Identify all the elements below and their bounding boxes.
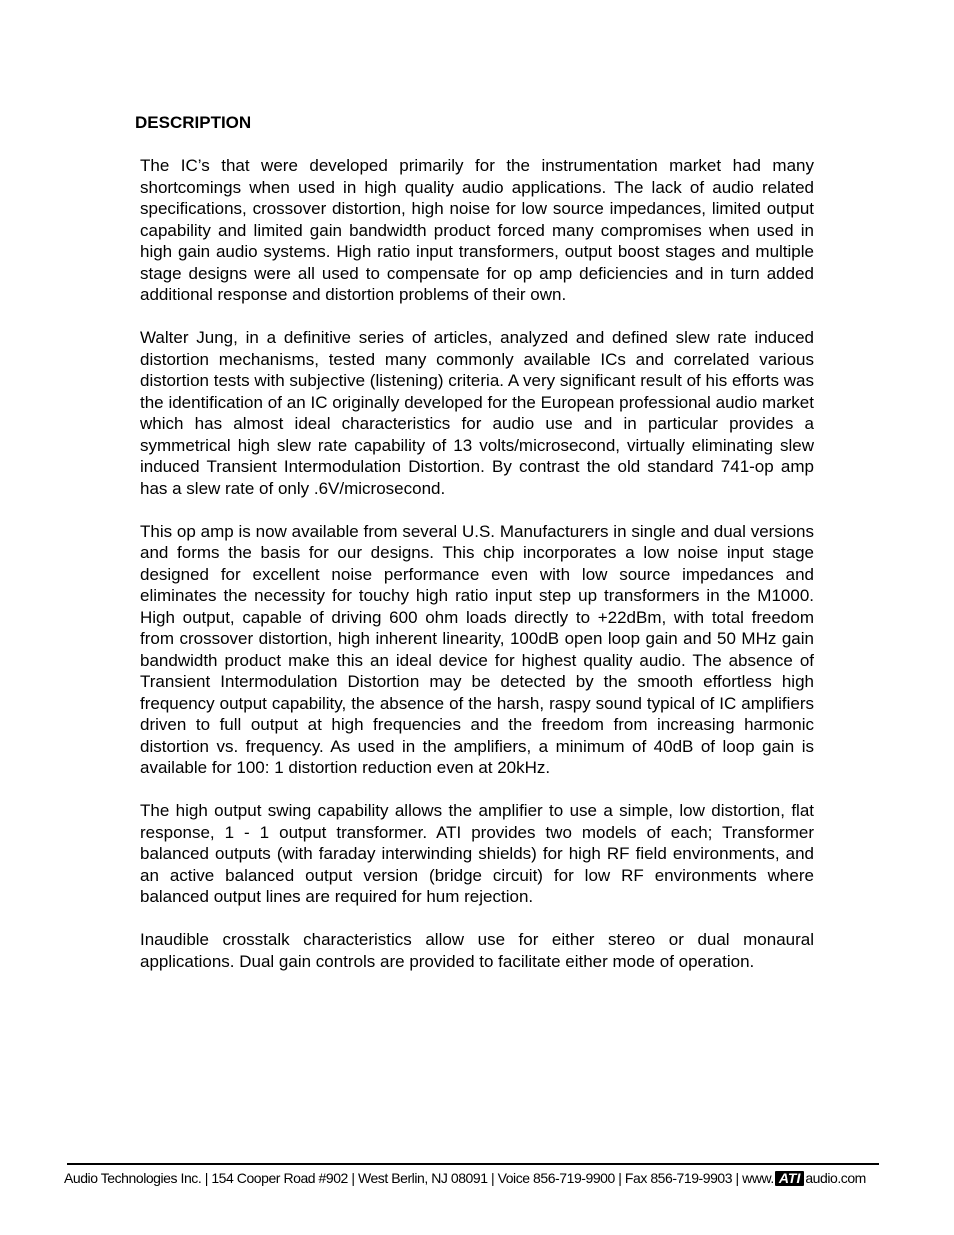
footer-address-text: Audio Technologies Inc. | 154 Cooper Road #902 | West Berlin, NJ 08091 | Voice 856-719-9900 | Fax 856-719-9903 | www. <box>64 1170 774 1186</box>
paragraph-walter-jung: Walter Jung, in a definitive series of articles, analyzed and defined slew rate induced distortion mechanisms, tested many commonly available ICs and correlated various distortion tests with subjective (listening) criteria. A very significant result of his efforts was the identification of an IC originally developed for the European professional audio market which has almost ideal characteristics for audio use and in particular provides a symmetrical high slew rate capability of 13 volts/microsecond, virtually eliminating slew induced Transient Intermodulation Distortion. By contrast the old standard 741-op amp has a slew rate of only .6V/microsecond. <box>140 328 814 498</box>
footer-divider <box>67 1163 879 1165</box>
paragraph-ic-shortcomings: The IC’s that were developed primarily for the instrumentation market had many shortcomings when used in high quality audio applications. The lack of audio related specifications, crossover distortion, high noise for low source impedances, limited output capability and limited gain bandwidth product forced many compromises when used in high gain audio systems. High ratio input transformers, output boost stages and multiple stage designs were all used to compensate for op amp deficiencies and in turn added additional response and distortion problems of their own. <box>140 156 814 304</box>
paragraph-op-amp-availability: This op amp is now available from several U.S. Manufacturers in single and dual versions and forms the basis for our designs. This chip incorporates a low noise input stage designed for excellent noise performance even with low source impedances and eliminates the necessity for touchy high ratio input step up transformers in the M1000. High output, capable of driving 600 ohm loads directly to +22dBm, with total freedom from crossover distortion, high inherent linearity, 100dB open loop gain and 50 MHz gain bandwidth product make this an ideal device for highest quality audio. The absence of Transient Intermodulation Distortion may be detected by the smooth effortless high frequency output capability, the absence of the harsh, raspy sound typical of IC amplifiers driven to full output at high frequencies and the freedom from increasing harmonic distortion vs. frequency. As used in the amplifiers, a minimum of 40dB of loop gain is available for 100: 1 distortion reduction even at 20kHz. <box>140 521 814 777</box>
ati-logo: ATI <box>775 1171 805 1186</box>
description-body <box>140 155 814 994</box>
paragraph-output-swing: The high output swing capability allows the amplifier to use a simple, low distortion, flat response, 1 - 1 output transformer. ATI provides two models of each; Transformer balanced outputs (with faraday interwinding shields) for high RF field environments, and an active balanced output version (bridge circuit) for low RF environments where balanced output lines are required for hum rejection. <box>140 801 814 906</box>
footer-contact <box>64 1168 894 1188</box>
paragraph-crosstalk: Inaudible crosstalk characteristics allow use for either stereo or dual monaural applications. Dual gain controls are provided to facilitate either mode of operation. <box>140 930 814 971</box>
footer-domain-suffix: audio.com <box>805 1170 866 1186</box>
section-heading: DESCRIPTION <box>135 113 252 132</box>
